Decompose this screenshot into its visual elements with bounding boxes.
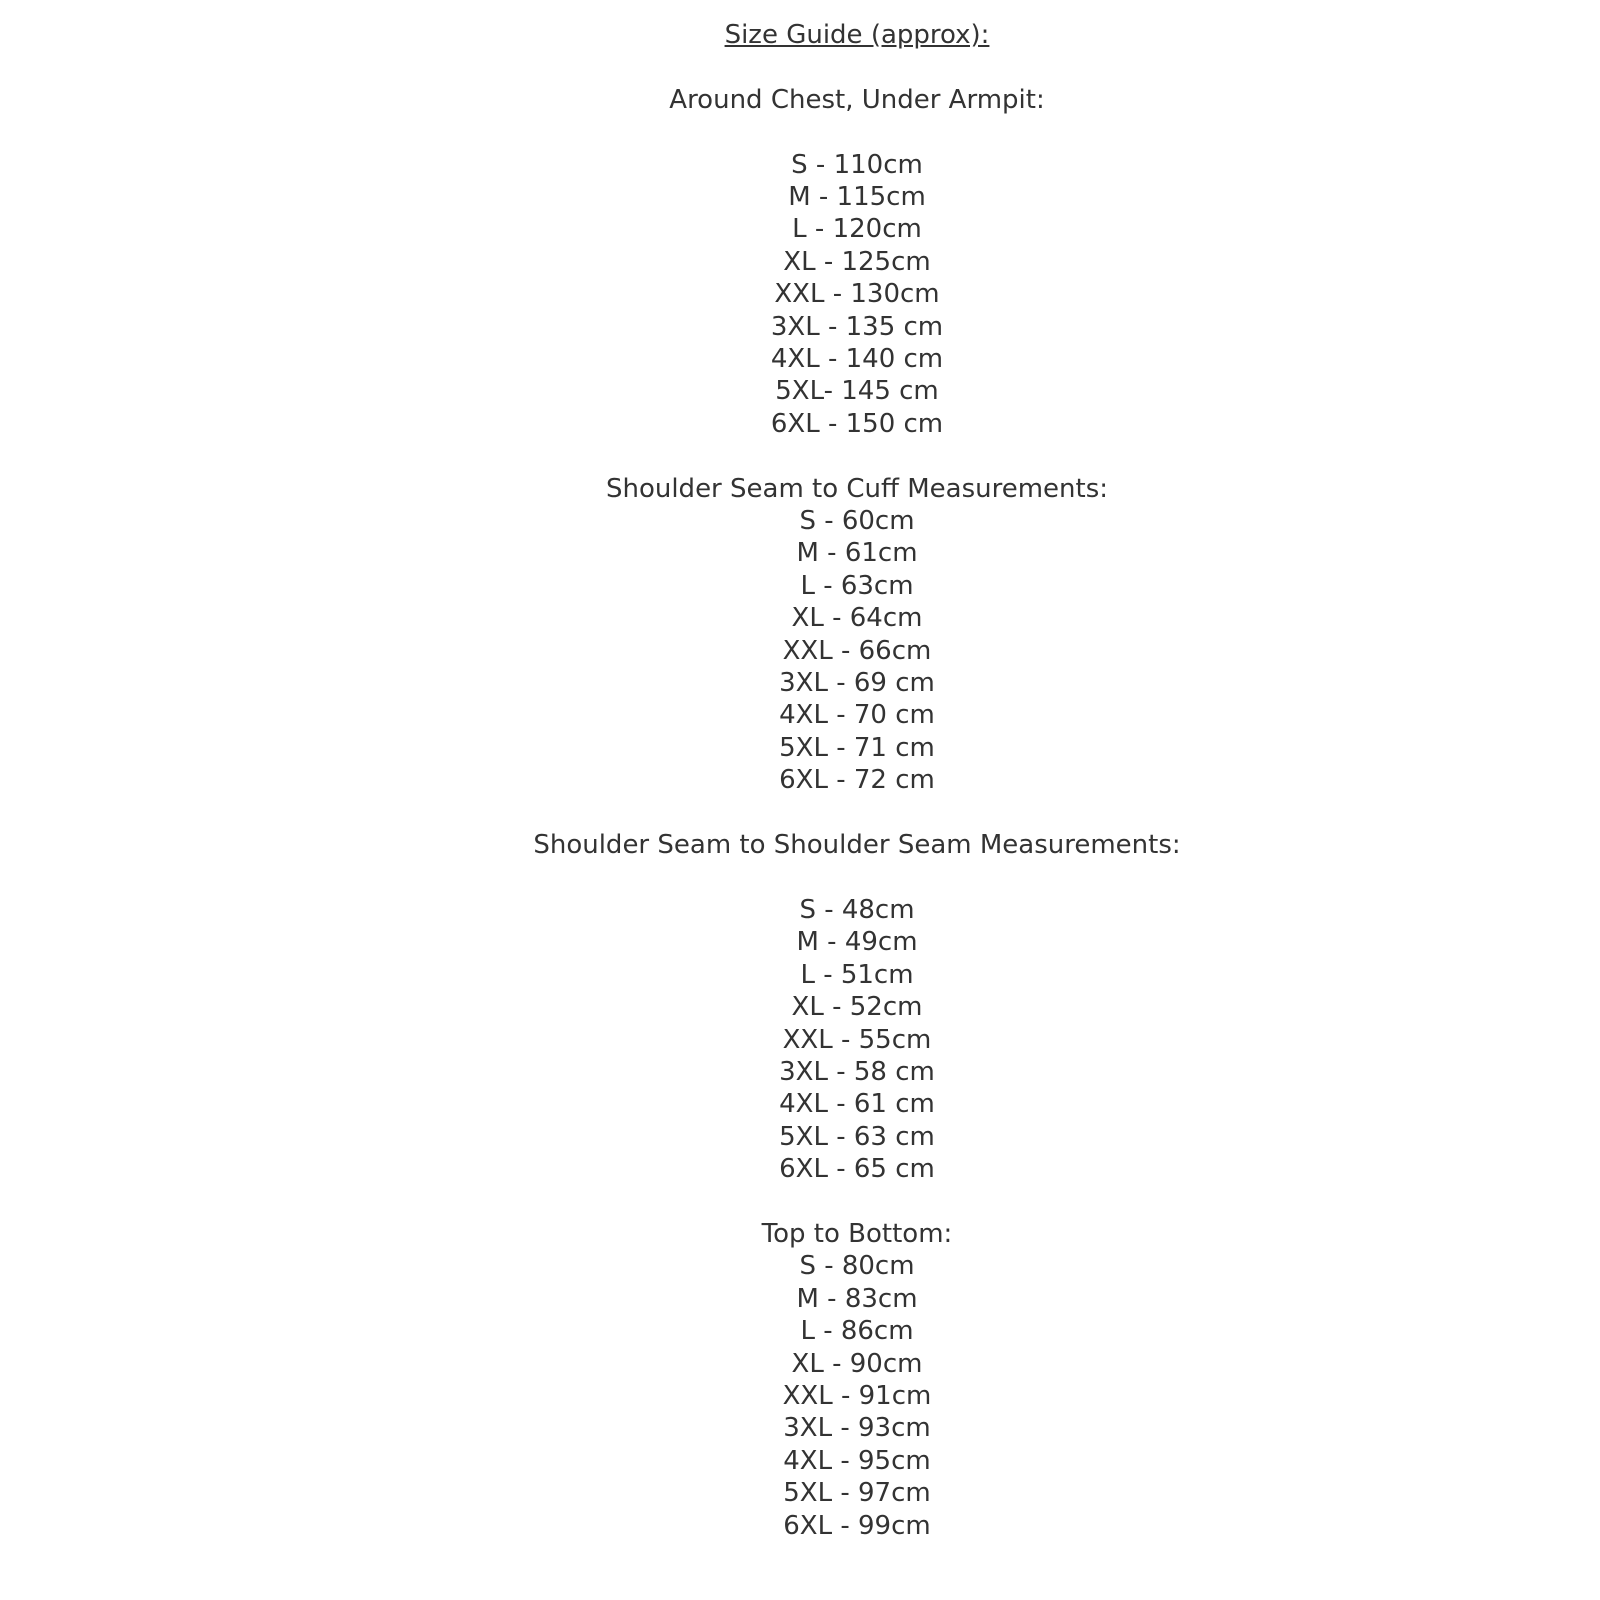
- size-guide-section: [114, 829, 1600, 1185]
- size-measurement-line: S - 80cm: [799, 1251, 915, 1282]
- size-measurement-line: 3XL - 135 cm: [770, 311, 944, 342]
- size-measurement-line: L - 120cm: [792, 214, 922, 245]
- size-measurement-line: 4XL - 61 cm: [779, 1089, 935, 1120]
- size-measurement-line: M - 49cm: [796, 927, 918, 958]
- size-measurement-line: L - 63cm: [800, 570, 914, 601]
- size-measurement-line: 5XL - 63 cm: [779, 1121, 935, 1152]
- section-items: [114, 505, 1600, 797]
- size-guide-sections: [114, 84, 1600, 1542]
- size-measurement-line: S - 60cm: [799, 506, 915, 537]
- size-guide-section: [114, 84, 1600, 440]
- size-measurement-line: M - 83cm: [796, 1283, 918, 1314]
- size-measurement-line: 6XL - 150 cm: [770, 408, 944, 439]
- size-measurement-line: L - 86cm: [800, 1316, 914, 1347]
- size-measurement-line: XXL - 130cm: [774, 279, 940, 310]
- size-measurement-line: 4XL - 70 cm: [779, 700, 935, 731]
- size-measurement-line: M - 61cm: [796, 538, 918, 569]
- size-measurement-line: 6XL - 99cm: [783, 1510, 931, 1541]
- size-measurement-line: XXL - 55cm: [782, 1024, 932, 1055]
- size-measurement-line: 5XL- 145 cm: [775, 376, 939, 407]
- size-measurement-line: M - 115cm: [788, 182, 926, 212]
- size-measurement-line: 5XL - 97cm: [783, 1478, 931, 1509]
- size-guide-section: [114, 1218, 1600, 1542]
- size-measurement-line: 6XL - 72 cm: [779, 765, 935, 796]
- size-measurement-line: 6XL - 65 cm: [779, 1154, 935, 1185]
- size-measurement-line: XL - 90cm: [791, 1348, 923, 1379]
- page-title: Size Guide (approx):: [724, 20, 990, 50]
- size-measurement-line: 3XL - 69 cm: [779, 668, 935, 699]
- section-items: [114, 1250, 1600, 1542]
- size-measurement-line: XL - 64cm: [791, 603, 923, 634]
- size-measurement-line: S - 110cm: [791, 149, 923, 180]
- size-measurement-line: 4XL - 140 cm: [770, 344, 944, 375]
- section-heading: Shoulder Seam to Cuff Measurements:: [605, 473, 1109, 504]
- size-measurement-line: XL - 52cm: [791, 992, 923, 1023]
- size-measurement-line: XXL - 91cm: [782, 1380, 932, 1411]
- section-heading: Shoulder Seam to Shoulder Seam Measurements:: [533, 830, 1181, 861]
- section-heading: Around Chest, Under Armpit:: [669, 84, 1045, 115]
- section-items: [114, 894, 1600, 1186]
- section-items: [114, 149, 1600, 441]
- size-measurement-line: L - 51cm: [800, 959, 914, 990]
- size-measurement-line: 4XL - 95cm: [783, 1445, 931, 1476]
- size-measurement-line: S - 48cm: [799, 894, 915, 925]
- size-guide-section: [114, 473, 1600, 797]
- section-heading: Top to Bottom:: [761, 1218, 953, 1249]
- size-measurement-line: XL - 125cm: [783, 246, 931, 277]
- size-measurement-line: 5XL - 71 cm: [779, 732, 935, 763]
- size-measurement-line: XXL - 66cm: [782, 635, 932, 666]
- size-measurement-line: 3XL - 93cm: [783, 1413, 931, 1444]
- size-measurement-line: 3XL - 58 cm: [779, 1056, 935, 1087]
